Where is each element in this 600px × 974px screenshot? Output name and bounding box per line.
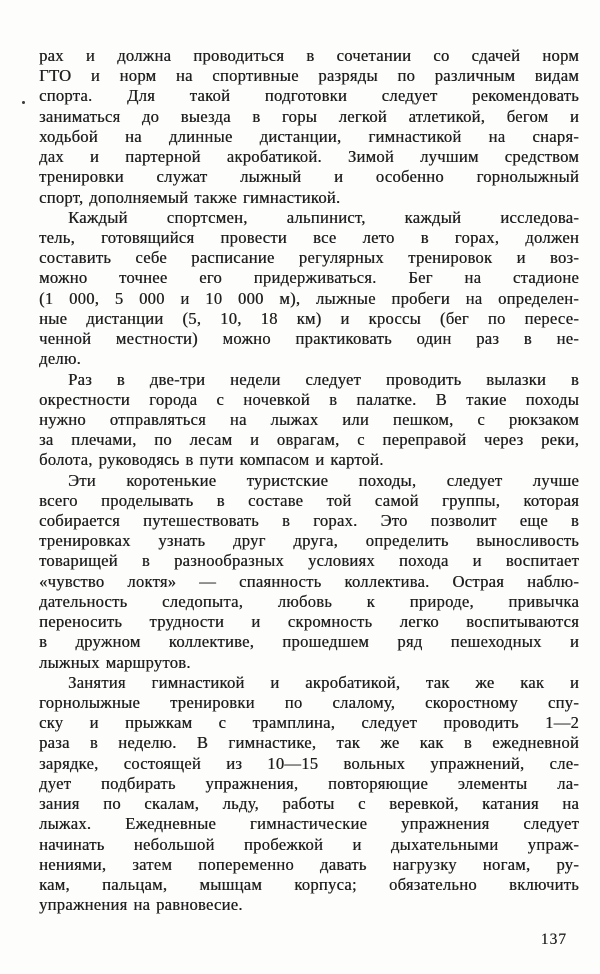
text-line: лыжах. Ежедневные гимнастические упражнения следует bbox=[39, 814, 579, 834]
text-line: начинать небольшой пробежкой и дыхательными упраж- bbox=[39, 834, 579, 854]
text-line: ные дистанции (5, 10, 18 км) и кроссы (бег по пересе- bbox=[39, 308, 579, 328]
text-line: дательность следопыта, любовь к природе, привычка bbox=[39, 591, 579, 611]
text-line: Раз в две-три недели следует проводить вылазки в bbox=[68, 369, 579, 389]
text-line: болота, руководясь в пути компасом и картой. bbox=[39, 450, 384, 470]
text-line: окрестности города с ночевкой в палатке. В такие походы bbox=[39, 389, 579, 409]
text-line: ходьбой на длинные дистанции, гимнастикой на снаря- bbox=[39, 126, 579, 146]
page-text-block bbox=[39, 46, 579, 915]
text-line: можно точнее его придерживаться. Бег на стадионе bbox=[39, 268, 579, 288]
text-line: зания по скалам, льду, работы с веревкой, катания на bbox=[39, 794, 579, 814]
text-line: упражнения на равновесие. bbox=[39, 895, 243, 915]
text-line: в дружном коллективе, прошедшем ряд пешеходных и bbox=[39, 632, 579, 652]
text-line: тренировки служат лыжный и особенно горнолыжный bbox=[39, 167, 579, 187]
text-line: нениями, затем попеременно давать нагрузку ногам, ру- bbox=[39, 854, 579, 874]
text-line: спорта. Для такой подготовки следует рекомендовать bbox=[39, 86, 579, 106]
text-line: ску и прыжкам с трамплина, следует проводить 1—2 bbox=[39, 713, 579, 733]
text-line: тренировках узнать друг друга, определить выносливость bbox=[39, 531, 579, 551]
text-line: составить себе расписание регулярных тренировок и воз- bbox=[39, 248, 579, 268]
text-line: Эти коротенькие туристские походы, следует лучше bbox=[68, 470, 579, 490]
text-line: товарищей в разнообразных условиях похода и воспитает bbox=[39, 551, 579, 571]
text-line: заниматься до выезда в горы легкой атлетикой, бегом и bbox=[39, 106, 579, 126]
text-line: за плечами, по лесам и оврагам, с переправой через реки, bbox=[39, 430, 579, 450]
text-line: Занятия гимнастикой и акробатикой, так же как и bbox=[68, 672, 579, 692]
text-line: кам, пальцам, мышцам корпуса; обязательно включить bbox=[39, 874, 579, 894]
text-line: горнолыжные тренировки по слалому, скоростному спу- bbox=[39, 693, 579, 712]
page-number: 137 bbox=[540, 931, 567, 948]
text-line: раза в неделю. В гимнастике, так же как в ежедневной bbox=[39, 733, 579, 753]
text-line: ченной местности) можно практиковать один раз в не- bbox=[39, 329, 579, 349]
text-line: ГТО и норм на спортивные разряды по различным видам bbox=[39, 66, 579, 86]
text-line: дах и партерной акробатикой. Зимой лучшим средством bbox=[39, 147, 579, 167]
text-line: спорт, дополняемый также гимнастикой. bbox=[39, 187, 341, 207]
text-line: всего проделывать в составе той самой группы, которая bbox=[39, 490, 579, 510]
text-line: нужно отправляться на лыжах или пешком, с рюкзаком bbox=[39, 409, 579, 429]
text-line: дует подбирать упражнения, повторяющие элементы ла- bbox=[39, 773, 579, 793]
text-line: зарядке, состоящей из 10—15 вольных упражнений, сле- bbox=[39, 753, 579, 773]
text-line: делю. bbox=[39, 349, 81, 369]
text-line: Каждый спортсмен, альпинист, каждый исследова- bbox=[68, 207, 579, 227]
text-line: (1 000, 5 000 и 10 000 м), лыжные пробеги на определен- bbox=[39, 288, 579, 308]
text-line: лыжных маршрутов. bbox=[39, 652, 191, 672]
text-line: «чувство локтя» — спаянность коллектива. Острая наблю- bbox=[39, 571, 579, 591]
margin-ink-dot-artifact bbox=[22, 101, 25, 104]
text-line: рах и должна проводиться в сочетании со сдачей норм bbox=[39, 46, 579, 65]
text-line: переносить трудности и скромность легко воспитываются bbox=[39, 612, 579, 632]
text-line: собирается путешествовать в горах. Это позволит еще в bbox=[39, 511, 579, 531]
text-line: тель, готовящийся провести все лето в горах, должен bbox=[39, 227, 579, 247]
